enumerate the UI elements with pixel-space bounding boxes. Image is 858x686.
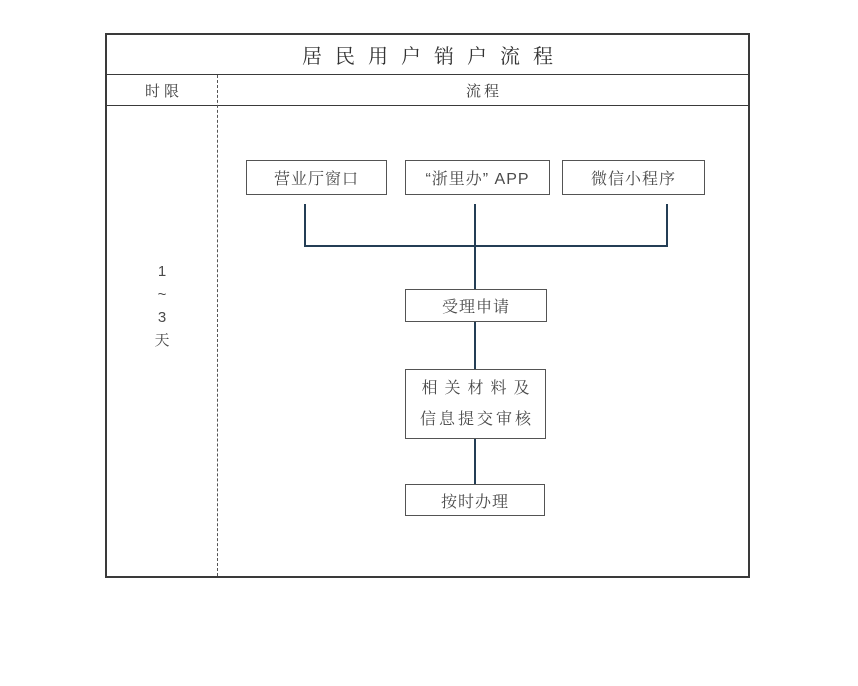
flow-node-accept-application: 受理申请 [405, 289, 547, 322]
materials-review-line1: 相关材料及 [421, 380, 537, 397]
process-column-header: 流程 [465, 82, 502, 100]
flow-node-zheliban-app: “浙里办” APP [405, 160, 550, 195]
flow-node-business-hall: 营业厅窗口 [246, 160, 387, 195]
materials-review-line2: 信息提交审核 [419, 411, 534, 428]
time-column-header: 时限 [144, 82, 183, 100]
column-divider [217, 75, 218, 576]
table-header-row [107, 75, 748, 106]
time-limit-value [107, 260, 217, 352]
flow-node-handle-on-time: 按时办理 [405, 484, 545, 516]
time-limit-line: 1 [157, 263, 167, 280]
connector-accept-down [474, 322, 476, 369]
flowchart-frame [105, 33, 750, 578]
connector-join-horizontal [304, 245, 668, 247]
connector-entry1-down [304, 204, 306, 247]
time-limit-line: 3 [157, 309, 167, 326]
page-title: 居民用户销户流程 [107, 35, 748, 75]
connector-entry3-down [666, 204, 668, 247]
flow-node-wechat-miniprogram: 微信小程序 [562, 160, 705, 195]
connector-materials-down [474, 439, 476, 484]
time-limit-line: 天 [154, 332, 170, 349]
flow-node-materials-review [405, 369, 546, 439]
time-limit-line: ~ [157, 286, 167, 303]
